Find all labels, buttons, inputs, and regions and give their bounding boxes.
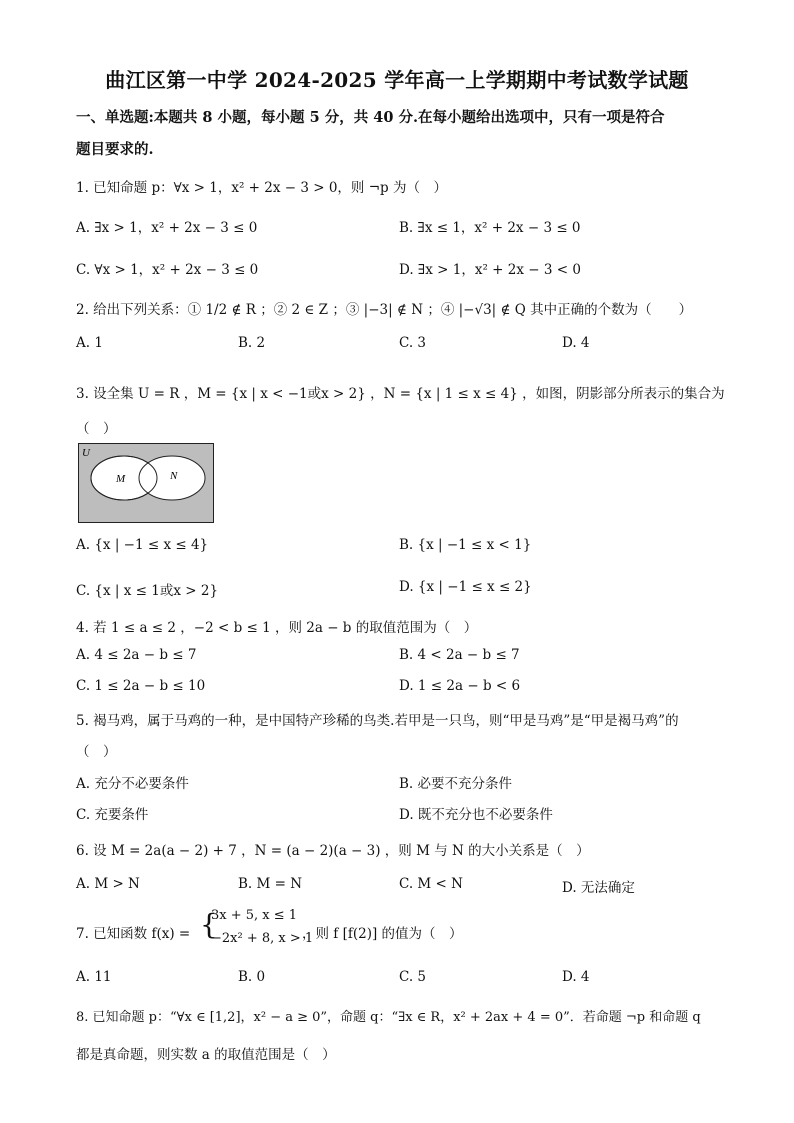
question-1-stem: 1. 已知命题 p：∀x > 1，x² + 2x − 3 > 0，则 ¬p 为（ ）: [76, 180, 447, 196]
q7-option-c: C. 5: [399, 969, 427, 985]
q7-option-d: D. 4: [562, 969, 590, 985]
q3-option-b: B. {x | −1 ≤ x < 1}: [399, 537, 532, 553]
q6-option-b: B. M = N: [238, 876, 303, 892]
section-heading: 一、单选题:本题共 8 小题，每小题 5 分，共 40 分.在每小题给出选项中，只有一项是符合: [76, 109, 665, 126]
q2-option-d: D. 4: [562, 335, 590, 351]
q3-option-d: D. {x | −1 ≤ x ≤ 2}: [399, 579, 532, 595]
q4-option-c: C. 1 ≤ 2a − b ≤ 10: [76, 678, 206, 694]
q7-case-2: −2x² + 8, x > 1: [211, 931, 314, 946]
question-5-stem-cont: （ ）: [76, 744, 117, 760]
question-6-stem: 6. 设 M = 2a(a − 2) + 7 ，N = (a − 2)(a − 3) ，则 M 与 N 的大小关系是（ ）: [76, 843, 590, 859]
q5-option-d: D. 既不充分也不必要条件: [399, 807, 553, 823]
question-3-stem: 3. 设全集 U = R ，M = {x | x < −1或x > 2} ，N = {x | 1 ≤ x ≤ 4} ，如图，阴影部分所表示的集合为: [76, 386, 725, 402]
q7-option-a: A. 11: [76, 969, 112, 985]
q5-option-a: A. 充分不必要条件: [76, 776, 189, 792]
q7-stem-post: ，则 f [f(2)] 的值为（ ）: [302, 926, 463, 942]
q6-option-d: D. 无法确定: [562, 880, 635, 896]
m-label: M: [116, 473, 126, 485]
u-label: U: [82, 447, 90, 459]
q5-option-c: C. 充要条件: [76, 807, 149, 823]
brace-icon: {: [200, 908, 218, 941]
venn-diagram: [78, 443, 214, 523]
q1-option-a: A. ∃x > 1，x² + 2x − 3 ≤ 0: [76, 220, 258, 236]
q4-option-d: D. 1 ≤ 2a − b < 6: [399, 678, 521, 694]
q6-option-c: C. M < N: [399, 876, 463, 892]
question-2-stem: 2. 给出下列关系：① 1/2 ∉ R ；② 2 ∈ Z ；③ |−3| ∉ N ；④ |−√3| ∉ Q 其中正确的个数为（ ）: [76, 302, 693, 318]
q6-option-a: A. M > N: [76, 876, 140, 892]
q2-option-c: C. 3: [399, 335, 427, 351]
question-5-stem: 5. 褐马鸡，属于马鸡的一种，是中国特产珍稀的鸟类.若甲是一只鸟，则“甲是马鸡”是“甲是褐马鸡”的: [76, 713, 679, 729]
q7-option-b: B. 0: [238, 969, 266, 985]
q4-option-a: A. 4 ≤ 2a − b ≤ 7: [76, 647, 197, 663]
q7-case-1: 3x + 5, x ≤ 1: [211, 908, 298, 923]
q1-option-c: C. ∀x > 1，x² + 2x − 3 ≤ 0: [76, 262, 259, 278]
q5-option-b: B. 必要不充分条件: [399, 776, 513, 792]
question-4-stem: 4. 若 1 ≤ a ≤ 2 ，−2 < b ≤ 1 ，则 2a − b 的取值范围为（ ）: [76, 620, 478, 636]
section-heading-cont: 题目要求的.: [76, 141, 154, 158]
q2-option-a: A. 1: [76, 335, 103, 351]
q4-option-b: B. 4 < 2a − b ≤ 7: [399, 647, 520, 663]
q3-option-c: C. {x | x ≤ 1或x > 2}: [76, 583, 219, 599]
q1-option-d: D. ∃x > 1，x² + 2x − 3 < 0: [399, 262, 581, 278]
question-3-stem-cont: （ ）: [76, 421, 117, 437]
page-title: 曲江区第一中学 2024-2025 学年高一上学期期中考试数学试题: [105, 68, 689, 92]
question-8-stem: 8. 已知命题 p：“∀x ∈ [1,2]，x² − a ≥ 0”，命题 q：“∃x ∈ R，x² + 2ax + 4 = 0”．若命题 ¬p 和命题 q: [76, 1010, 701, 1025]
q2-option-b: B. 2: [238, 335, 266, 351]
n-label: N: [170, 470, 178, 482]
question-7-stem: [76, 922, 190, 942]
question-8-stem-cont: 都是真命题，则实数 a 的取值范围是（ ）: [76, 1047, 336, 1063]
q1-option-b: B. ∃x ≤ 1，x² + 2x − 3 ≤ 0: [399, 220, 581, 236]
q3-option-a: A. {x | −1 ≤ x ≤ 4}: [76, 537, 209, 553]
q7-stem-pre: 7. 已知函数 f(x) =: [76, 926, 191, 942]
